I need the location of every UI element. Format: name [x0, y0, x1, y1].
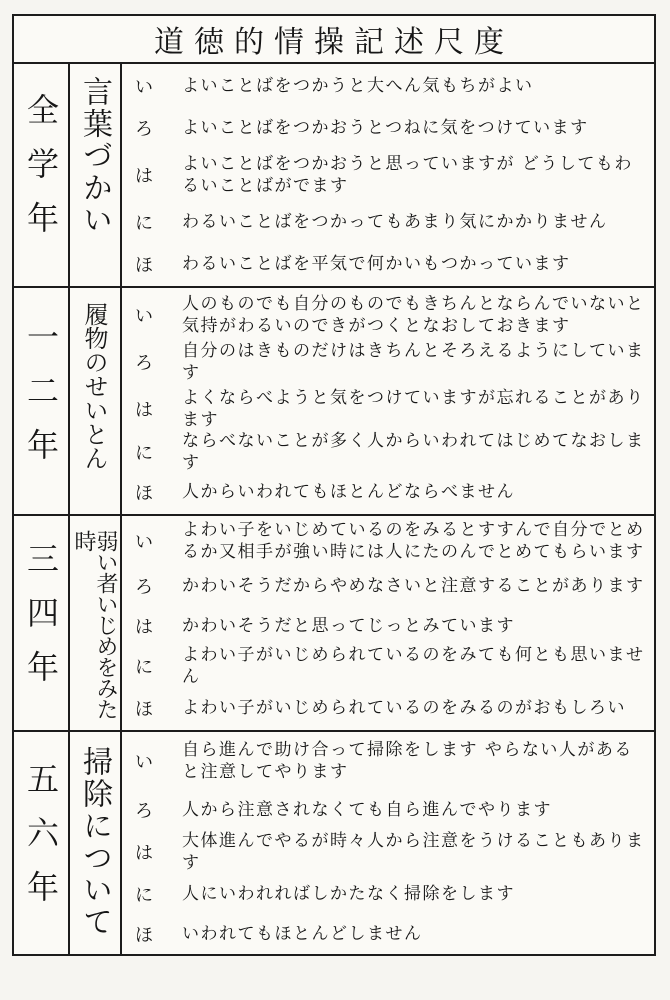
level-list [122, 62, 654, 286]
topic-label: 履物のせいとん [68, 288, 122, 514]
level-mark: は [135, 617, 153, 638]
level-mark: い [135, 77, 153, 98]
level-row [122, 916, 654, 952]
level-text: よわい子がいじめられているのをみるのがおもしろい [182, 698, 626, 718]
level-row [122, 472, 654, 512]
level-text: わるいことばをつかってもあまり気にかかりません [182, 212, 608, 232]
level-row [122, 66, 654, 106]
level-text: よいことばをつかおうとつねに気をつけています [182, 118, 589, 138]
level-mark: に [135, 443, 153, 464]
level-mark: ほ [135, 699, 153, 720]
level-mark: ろ [135, 119, 153, 140]
level-mark: ろ [135, 577, 153, 598]
section-bullying [14, 516, 654, 732]
level-mark: は [135, 166, 153, 187]
level-text: よわい子がいじめられているのをみても何とも思いません [182, 645, 645, 687]
level-text: かわいそうだからやめなさいと注意することがあります [182, 576, 645, 596]
level-text: 大体進んでやるが時々人から注意をうけることもあります [182, 831, 645, 873]
level-mark: ほ [135, 925, 153, 946]
level-text: 自分のはきものだけはきちんとそろえるようにしています [182, 341, 645, 383]
grade-label: 三四年 [14, 516, 70, 730]
scale-sheet [12, 14, 656, 956]
level-row [122, 606, 654, 646]
level-row [122, 150, 654, 200]
level-text: 人にいわれればしかたなく掃除をします [182, 884, 515, 904]
level-row [122, 290, 654, 340]
section-footwear [14, 288, 654, 516]
level-text: 人から注意されなくても自ら進んでやります [182, 800, 552, 820]
topic-label: 言葉づかい [68, 62, 122, 286]
level-text: よいことばをつかおうと思っていますが どうしてもわるいことばがでます [182, 154, 633, 196]
level-text: わるいことばを平気で何かいもつかっています [182, 254, 571, 274]
level-mark: い [135, 532, 153, 553]
level-row [122, 832, 654, 872]
level-row [122, 202, 654, 242]
level-row [122, 108, 654, 148]
level-mark: は [135, 400, 153, 421]
topic-label: 掃除について [68, 732, 122, 954]
section-language [14, 62, 654, 288]
level-mark: い [135, 306, 153, 327]
level-row [122, 688, 654, 728]
section-cleaning [14, 732, 654, 954]
level-list [122, 516, 654, 730]
level-mark: に [135, 213, 153, 234]
level-text: よくならべようと気をつけていますが忘れることがあります [182, 388, 645, 430]
level-row [122, 790, 654, 830]
level-row [122, 384, 654, 434]
level-text: かわいそうだと思ってじっとみています [182, 616, 515, 636]
level-list [122, 732, 654, 954]
grade-label: 五六年 [14, 732, 70, 954]
level-mark: ほ [135, 255, 153, 276]
level-mark: ほ [135, 483, 153, 504]
level-mark: ろ [135, 353, 153, 374]
level-text: よわい子をいじめているのをみるとすすんで自分でとめるか又相手が強い時には人にたのんでとめてもらいます [182, 520, 645, 562]
page-title: 道徳的情操記述尺度 [14, 16, 654, 64]
level-text: 人からいわれてもほとんどならべません [182, 482, 515, 502]
level-text: よいことばをつかうと大へん気もちがよい [182, 76, 534, 96]
grade-label: 全学年 [14, 62, 70, 286]
level-row [122, 646, 654, 686]
level-row [122, 736, 654, 786]
level-mark: ろ [135, 801, 153, 822]
level-row [122, 874, 654, 914]
level-text: 自ら進んで助け合って掃除をします やらない人があると注意してやります [182, 740, 633, 782]
level-row [122, 516, 654, 566]
level-list [122, 288, 654, 514]
level-text: いわれてもほとんどしません [182, 924, 423, 944]
level-text: ならべないことが多く人からいわれてはじめてなおします [182, 431, 645, 473]
level-row [122, 566, 654, 606]
level-row [122, 431, 654, 473]
level-mark: に [135, 885, 153, 906]
level-mark: い [135, 752, 153, 773]
level-row [122, 342, 654, 382]
topic-label: 弱い者いじめをみた時 [68, 516, 122, 730]
level-text: 人のものでも自分のものでもきちんとならんでいないと気持がわるいのできがつくとなおしておきます [182, 294, 645, 336]
level-mark: は [135, 843, 153, 864]
grade-label: 一二年 [14, 288, 70, 514]
level-row [122, 244, 654, 284]
level-mark: に [135, 657, 153, 678]
